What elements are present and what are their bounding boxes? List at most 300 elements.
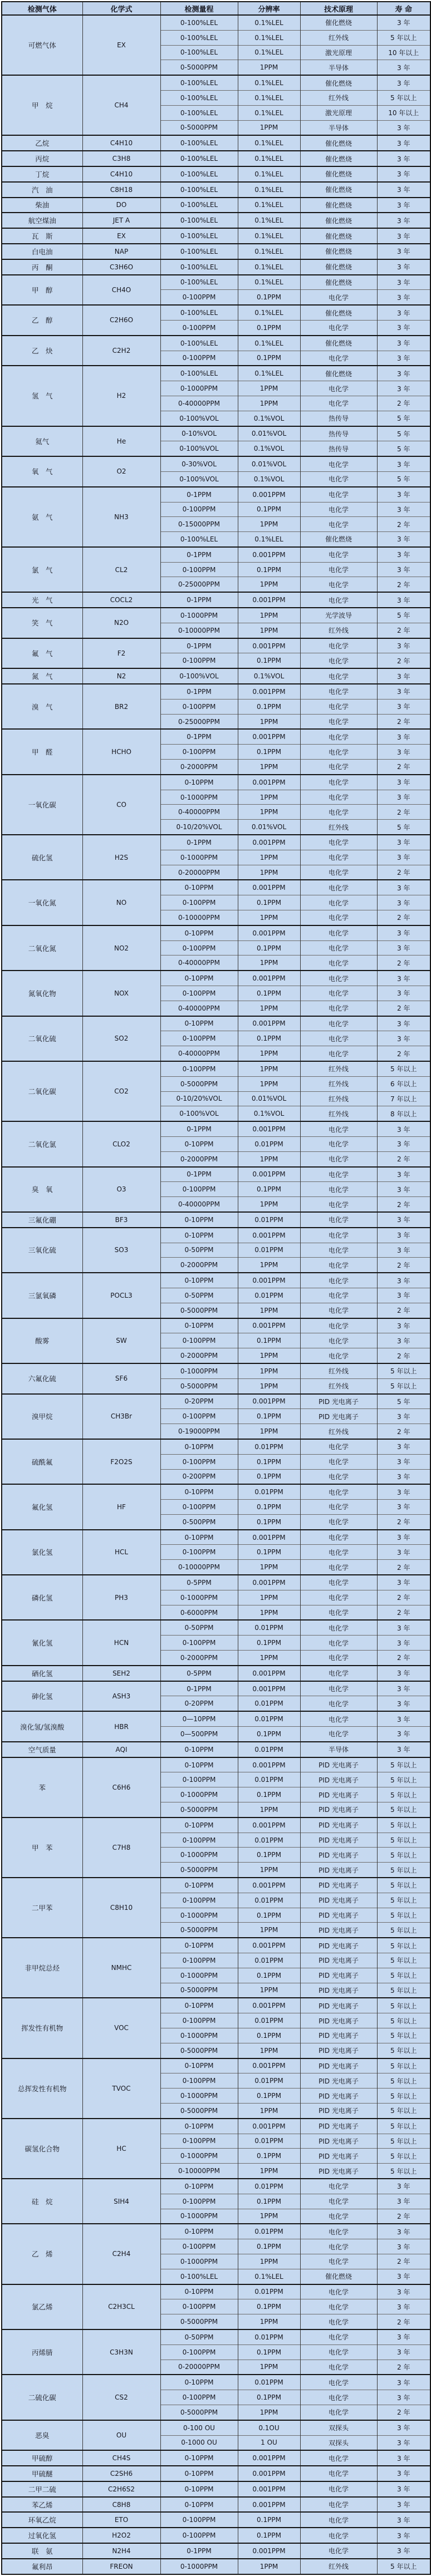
formula-cell: HCL	[82, 1530, 160, 1575]
lifespan-cell: 5 年以上	[377, 1878, 430, 1893]
gas-name-cell: 氟 气	[2, 638, 82, 669]
lifespan-cell: 3 年	[377, 2299, 430, 2314]
range-cell: 0-1PPM	[160, 1167, 238, 1182]
lifespan-cell: 5 年以上	[377, 2164, 430, 2179]
gas-name-cell: 氯 气	[2, 547, 82, 592]
range-cell: 0-100PPM	[160, 1031, 238, 1046]
resolution-cell: 0.01PPM	[238, 1620, 300, 1635]
formula-cell: FREON	[82, 2559, 160, 2574]
principle-cell: 电化学	[300, 1575, 377, 1590]
principle-cell: 电化学	[300, 2209, 377, 2224]
lifespan-cell: 2 年	[377, 1424, 430, 1439]
lifespan-cell: 5 年以上	[377, 1833, 430, 1848]
table-row	[2, 151, 430, 166]
gas-name-cell: 磷化氢	[2, 1575, 82, 1620]
resolution-cell: 0.01PPM	[238, 1893, 300, 1908]
range-cell: 0-1PPM	[160, 592, 238, 608]
range-cell: 0-1PPM	[160, 729, 238, 744]
gas-name-cell: 丙烷	[2, 151, 82, 166]
table-row	[2, 971, 430, 986]
formula-cell: HCN	[82, 1620, 160, 1665]
resolution-cell: 0.01PPM	[238, 1696, 300, 1711]
principle-cell: 红外线	[300, 1091, 377, 1106]
lifespan-cell: 5 年	[377, 471, 430, 486]
range-cell: 0—10PPM	[160, 1711, 238, 1726]
principle-cell: 红外线	[300, 1076, 377, 1091]
lifespan-cell: 5 年以上	[377, 1363, 430, 1378]
gas-name-cell: 笑 气	[2, 608, 82, 638]
principle-cell: 电化学	[300, 986, 377, 1001]
principle-cell: 电化学	[300, 2405, 377, 2420]
lifespan-cell: 8 年以上	[377, 1106, 430, 1121]
lifespan-cell: 3 年	[377, 182, 430, 198]
gas-name-cell: 溴 气	[2, 684, 82, 729]
principle-cell: 电化学	[300, 517, 377, 532]
resolution-cell: 1PPM	[238, 790, 300, 805]
range-cell: 0-100PPM	[160, 1636, 238, 1651]
lifespan-cell: 3 年	[377, 925, 430, 940]
principle-cell: 催化燃烧	[300, 15, 377, 30]
range-cell: 0-1000PPM	[160, 790, 238, 805]
resolution-cell: 0.1%LEL	[238, 166, 300, 182]
lifespan-cell: 2 年	[377, 1258, 430, 1273]
range-cell: 0-1000 OU	[160, 2435, 238, 2450]
resolution-cell: 0.1%LEL	[238, 45, 300, 60]
principle-cell: 电化学	[300, 653, 377, 668]
principle-cell: 催化燃烧	[300, 305, 377, 320]
principle-cell: 电化学	[300, 1636, 377, 1651]
gas-name-cell: 挥发性有机物	[2, 1998, 82, 2058]
table-row	[2, 2179, 430, 2194]
range-cell: 0-100PPM	[160, 653, 238, 668]
gas-name-cell: 丙 酮	[2, 259, 82, 275]
table-row	[2, 135, 430, 151]
table-row	[2, 1666, 430, 1681]
lifespan-cell: 3 年	[377, 502, 430, 517]
principle-cell: 电化学	[300, 684, 377, 699]
formula-cell: H2O2	[82, 2528, 160, 2543]
range-cell: 0-100 OU	[160, 2420, 238, 2435]
resolution-cell: 0.001PPM	[238, 2481, 300, 2497]
formula-cell: O3	[82, 1167, 160, 1212]
lifespan-cell: 2 年	[377, 2405, 430, 2420]
formula-cell: DO	[82, 198, 160, 213]
lifespan-cell: 3 年	[377, 532, 430, 547]
principle-cell: 电化学	[300, 396, 377, 411]
formula-cell: AQI	[82, 1742, 160, 1757]
range-cell: 0-10PPM	[160, 1878, 238, 1893]
lifespan-cell: 3 年	[377, 1727, 430, 1742]
principle-cell: 电化学	[300, 456, 377, 471]
range-cell: 0-100PPM	[160, 2239, 238, 2254]
formula-cell: C7H8	[82, 1818, 160, 1878]
range-cell: 0-1000PPM	[160, 381, 238, 396]
range-cell: 0-1PPM	[160, 2543, 238, 2559]
resolution-cell: 1PPM	[238, 1151, 300, 1166]
range-cell: 0-10PPM	[160, 1439, 238, 1454]
table-body	[2, 15, 430, 2574]
principle-cell: 催化燃烧	[300, 151, 377, 166]
resolution-cell: 0.001PPM	[238, 925, 300, 940]
resolution-cell: 1PPM	[238, 577, 300, 592]
resolution-cell: 0.001PPM	[238, 971, 300, 986]
table-row	[2, 1121, 430, 1136]
resolution-cell: 1PPM	[238, 910, 300, 925]
lifespan-cell: 5 年以上	[377, 1893, 430, 1908]
principle-cell: 红外线	[300, 1424, 377, 1439]
resolution-cell: 0.1PPM	[238, 1848, 300, 1863]
gas-name-cell: 氢 气	[2, 366, 82, 426]
lifespan-cell: 5 年以上	[377, 1908, 430, 1923]
principle-cell: 催化燃烧	[300, 198, 377, 213]
resolution-cell: 0.1PPM	[238, 1409, 300, 1424]
resolution-cell: 0.1%LEL	[238, 305, 300, 320]
resolution-cell: 0.1%VOL	[238, 668, 300, 684]
range-cell: 0-100PPM	[160, 2194, 238, 2209]
lifespan-cell: 2 年	[377, 1197, 430, 1212]
lifespan-cell: 3 年	[377, 213, 430, 228]
range-cell: 0-100%VOL	[160, 411, 238, 426]
gas-name-cell: 柴油	[2, 198, 82, 213]
table-row	[2, 1620, 430, 1635]
lifespan-cell: 5 年以上	[377, 2103, 430, 2118]
resolution-cell: 0.1PPM	[238, 2299, 300, 2314]
lifespan-cell: 3 年	[377, 699, 430, 714]
lifespan-cell: 3 年	[377, 880, 430, 895]
gas-detection-table	[1, 1, 431, 2575]
principle-cell: 电化学	[300, 1696, 377, 1711]
range-cell: 0-5000PPM	[160, 2314, 238, 2329]
principle-cell: PID 光电离子	[300, 1863, 377, 1878]
principle-cell: 电化学	[300, 1651, 377, 1666]
range-cell: 0-40000PPM	[160, 1197, 238, 1212]
principle-cell: PID 光电离子	[300, 2013, 377, 2028]
resolution-cell: 0.01PPM	[238, 1742, 300, 1757]
resolution-cell: 0.1PPM	[238, 1454, 300, 1469]
gas-name-cell: 氯化氢	[2, 1530, 82, 1575]
resolution-cell: 1PPM	[238, 396, 300, 411]
table-row	[2, 1530, 430, 1545]
lifespan-cell: 2 年	[377, 714, 430, 729]
resolution-cell: 0.001PPM	[238, 2119, 300, 2134]
resolution-cell: 0.1PPM	[238, 351, 300, 366]
table-row	[2, 1318, 430, 1333]
lifespan-cell: 2 年	[377, 1605, 430, 1620]
principle-cell: 电化学	[300, 2284, 377, 2299]
range-cell: 0-19000PPM	[160, 1424, 238, 1439]
resolution-cell: 0.001PPM	[238, 1273, 300, 1288]
principle-cell: 电化学	[300, 1681, 377, 1696]
lifespan-cell: 3 年	[377, 562, 430, 577]
formula-cell: BR2	[82, 684, 160, 729]
resolution-cell: 0.1%LEL	[238, 532, 300, 547]
range-cell: 0-6000PPM	[160, 1605, 238, 1620]
principle-cell: 电化学	[300, 1258, 377, 1273]
range-cell: 0-100%LEL	[160, 166, 238, 182]
resolution-cell: 1PPM	[238, 1348, 300, 1363]
principle-cell: 电化学	[300, 562, 377, 577]
table-row	[2, 2543, 430, 2559]
lifespan-cell: 3 年	[377, 2497, 430, 2513]
range-cell: 0-100%LEL	[160, 135, 238, 151]
lifespan-cell: 2 年	[377, 396, 430, 411]
table-row	[2, 166, 430, 182]
range-cell: 0-100%LEL	[160, 105, 238, 120]
resolution-cell: 1PPM	[238, 2360, 300, 2375]
principle-cell: PID 光电离子	[300, 2073, 377, 2089]
principle-cell: 催化燃烧	[300, 213, 377, 228]
resolution-cell: 0.1%LEL	[238, 336, 300, 351]
principle-cell: PID 光电离子	[300, 1983, 377, 1998]
principle-cell: 红外线	[300, 1061, 377, 1076]
principle-cell: 电化学	[300, 2450, 377, 2466]
gas-name-cell: 氦气	[2, 426, 82, 457]
resolution-cell: 0.001PPM	[238, 1228, 300, 1243]
resolution-cell: 0.1OU	[238, 2420, 300, 2435]
principle-cell: 电化学	[300, 1727, 377, 1742]
gas-name-cell: 光 气	[2, 592, 82, 608]
gas-name-cell: 苯乙烯	[2, 2497, 82, 2513]
range-cell: 0-100%LEL	[160, 213, 238, 228]
resolution-cell: 0.1%LEL	[238, 213, 300, 228]
range-cell: 0-5000PPM	[160, 1303, 238, 1318]
range-cell: 0-100%VOL	[160, 471, 238, 486]
range-cell: 0-100PPM	[160, 2528, 238, 2543]
range-cell: 0-10PPM	[160, 1212, 238, 1228]
lifespan-cell: 3 年	[377, 1016, 430, 1031]
lifespan-cell: 3 年	[377, 2194, 430, 2209]
resolution-cell: 0.001PPM	[238, 1167, 300, 1182]
principle-cell: 电化学	[300, 1439, 377, 1454]
table-row	[2, 638, 430, 653]
table-row	[2, 775, 430, 790]
resolution-cell: 0.1PPM	[238, 1031, 300, 1046]
range-cell: 0-100PPM	[160, 1953, 238, 1968]
range-cell: 0-100%LEL	[160, 90, 238, 105]
principle-cell: 热传导	[300, 426, 377, 441]
range-cell: 0-100PPM	[160, 2390, 238, 2405]
table-row	[2, 275, 430, 290]
principle-cell: 电化学	[300, 351, 377, 366]
range-cell: 0-40000PPM	[160, 805, 238, 820]
formula-cell: H2	[82, 366, 160, 426]
principle-cell: 电化学	[300, 2299, 377, 2314]
lifespan-cell: 2 年	[377, 1514, 430, 1529]
gas-name-cell: 过氧化氢	[2, 2528, 82, 2543]
table-row	[2, 1818, 430, 1833]
principle-cell: 电化学	[300, 471, 377, 486]
lifespan-cell: 5 年以上	[377, 90, 430, 105]
resolution-cell: 1PPM	[238, 1651, 300, 1666]
resolution-cell: 0.1%LEL	[238, 135, 300, 151]
resolution-cell: 0.01%VOL	[238, 1091, 300, 1106]
principle-cell: 电化学	[300, 940, 377, 955]
principle-cell: 电化学	[300, 2528, 377, 2543]
table-row	[2, 2119, 430, 2134]
gas-name-cell: 汽 油	[2, 182, 82, 198]
principle-cell: PID 光电离子	[300, 1409, 377, 1424]
range-cell: 0-100PPM	[160, 502, 238, 517]
principle-cell: PID 光电离子	[300, 1772, 377, 1787]
range-cell: 0-500PPM	[160, 1514, 238, 1529]
range-cell: 0-1000PPM	[160, 2254, 238, 2269]
table-row	[2, 213, 430, 228]
principle-cell: 电化学	[300, 2224, 377, 2239]
principle-cell: PID 光电离子	[300, 1833, 377, 1848]
table-row	[2, 336, 430, 351]
resolution-cell: 0.1PPM	[238, 653, 300, 668]
range-cell: 0-1000PPM	[160, 1848, 238, 1863]
resolution-cell: 0.1PPM	[238, 2239, 300, 2254]
range-cell: 0-5000PPM	[160, 1983, 238, 1998]
principle-cell: 电化学	[300, 775, 377, 790]
gas-name-cell: 硒化氢	[2, 1666, 82, 1681]
lifespan-cell: 5 年以上	[377, 2058, 430, 2073]
lifespan-cell: 3 年	[377, 15, 430, 30]
range-cell: 0-10PPM	[160, 2224, 238, 2239]
resolution-cell: 1PPM	[238, 60, 300, 75]
range-cell: 0-100PPM	[160, 940, 238, 955]
table-row	[2, 2284, 430, 2299]
resolution-cell: 1PPM	[238, 2164, 300, 2179]
formula-cell: HF	[82, 1484, 160, 1529]
lifespan-cell: 3 年	[377, 487, 430, 502]
principle-cell: 电化学	[300, 1197, 377, 1212]
lifespan-cell: 5 年以上	[377, 2134, 430, 2149]
resolution-cell: 0.01PPM	[238, 2073, 300, 2089]
formula-cell: C2H2	[82, 336, 160, 366]
lifespan-cell: 3 年	[377, 1136, 430, 1151]
range-cell: 0-20PPM	[160, 1394, 238, 1409]
principle-cell: PID 光电离子	[300, 1848, 377, 1863]
resolution-cell: 1PPM	[238, 1378, 300, 1393]
principle-cell: 红外线	[300, 1106, 377, 1121]
resolution-cell: 0.001PPM	[238, 880, 300, 895]
resolution-cell: 0.01PPM	[238, 1833, 300, 1848]
resolution-cell: 0.01PPM	[238, 1439, 300, 1454]
formula-cell: C8H8	[82, 2497, 160, 2513]
resolution-cell: 0.001PPM	[238, 1666, 300, 1681]
lifespan-cell: 5 年以上	[377, 2119, 430, 2134]
table-row	[2, 1742, 430, 1757]
range-cell: 0-10PPM	[160, 1530, 238, 1545]
principle-cell: 热传导	[300, 441, 377, 456]
resolution-cell: 0.001PPM	[238, 1121, 300, 1136]
lifespan-cell: 3 年	[377, 2543, 430, 2559]
formula-cell: He	[82, 426, 160, 457]
range-cell: 0-10PPM	[160, 971, 238, 986]
range-cell: 0-10000PPM	[160, 623, 238, 638]
table-row	[2, 1878, 430, 1893]
lifespan-cell: 2 年	[377, 2314, 430, 2329]
gas-name-cell: 二氧化氮	[2, 925, 82, 971]
range-cell: 0-5000PPM	[160, 2103, 238, 2118]
lifespan-cell: 3 年	[377, 1228, 430, 1243]
principle-cell: 电化学	[300, 1016, 377, 1031]
resolution-cell: 0.1PPM	[238, 940, 300, 955]
table-row	[2, 487, 430, 502]
lifespan-cell: 3 年	[377, 305, 430, 320]
principle-cell: 催化燃烧	[300, 135, 377, 151]
range-cell: 0-5000PPM	[160, 2405, 238, 2420]
principle-cell: 电化学	[300, 1530, 377, 1545]
formula-cell: NH3	[82, 487, 160, 547]
resolution-cell: 0.01PPM	[238, 1772, 300, 1787]
lifespan-cell: 3 年	[377, 151, 430, 166]
formula-cell: C2H6O	[82, 305, 160, 336]
resolution-cell: 0.1PPM	[238, 2390, 300, 2405]
principle-cell: PID 光电离子	[300, 2149, 377, 2164]
lifespan-cell: 3 年	[377, 1167, 430, 1182]
lifespan-cell: 5 年以上	[377, 1953, 430, 1968]
table-row	[2, 1273, 430, 1288]
table-row	[2, 2420, 430, 2435]
principle-cell: 红外线	[300, 90, 377, 105]
gas-name-cell: 可燃气体	[2, 15, 82, 75]
resolution-cell: 0.1PPM	[238, 1514, 300, 1529]
resolution-cell: 1PPM	[238, 1061, 300, 1076]
resolution-cell: 0.001PPM	[238, 2450, 300, 2466]
principle-cell: 双探头	[300, 2435, 377, 2450]
principle-cell: 电化学	[300, 745, 377, 760]
lifespan-cell: 3 年	[377, 940, 430, 955]
resolution-cell: 0.001PPM	[238, 1681, 300, 1696]
gas-name-cell: 乙 醇	[2, 305, 82, 336]
resolution-cell: 1PPM	[238, 1258, 300, 1273]
lifespan-cell: 2 年	[377, 1348, 430, 1363]
resolution-cell: 1PPM	[238, 2314, 300, 2329]
range-cell: 0-20000PPM	[160, 865, 238, 880]
range-cell: 0-10/20%VOL	[160, 820, 238, 835]
gas-name-cell: 瓦 斯	[2, 228, 82, 244]
table-row	[2, 2497, 430, 2513]
range-cell: 0-100PPM	[160, 2013, 238, 2028]
lifespan-cell: 5 年	[377, 441, 430, 456]
principle-cell: 催化燃烧	[300, 244, 377, 259]
lifespan-cell: 3 年	[377, 2375, 430, 2390]
lifespan-cell: 3 年	[377, 1439, 430, 1454]
lifespan-cell: 3 年	[377, 684, 430, 699]
lifespan-cell: 2 年	[377, 1001, 430, 1016]
range-cell: 0-100%LEL	[160, 15, 238, 30]
resolution-cell: 0.1PPM	[238, 1469, 300, 1484]
lifespan-cell: 3 年	[377, 1484, 430, 1499]
range-cell: 0-2000PPM	[160, 1348, 238, 1363]
resolution-cell: 1PPM	[238, 1560, 300, 1575]
range-cell: 0-10PPM	[160, 925, 238, 940]
lifespan-cell: 3 年	[377, 745, 430, 760]
header-row	[2, 2, 430, 15]
principle-cell: PID 光电离子	[300, 1802, 377, 1818]
formula-cell: CL2	[82, 547, 160, 592]
principle-cell: 激光原理	[300, 105, 377, 120]
resolution-cell: 1 OU	[238, 2435, 300, 2450]
resolution-cell: 0.001PPM	[238, 1575, 300, 1590]
range-cell: 0-100PPM	[160, 562, 238, 577]
lifespan-cell: 3 年	[377, 120, 430, 135]
lifespan-cell: 5 年以上	[377, 1863, 430, 1878]
formula-cell: NO	[82, 880, 160, 925]
lifespan-cell: 5 年以上	[377, 1923, 430, 1938]
range-cell: 0-10000PPM	[160, 1560, 238, 1575]
lifespan-cell: 3 年	[377, 2450, 430, 2466]
table-row	[2, 244, 430, 259]
table-row	[2, 880, 430, 895]
range-cell: 0-100%LEL	[160, 151, 238, 166]
principle-cell: PID 光电离子	[300, 2164, 377, 2179]
formula-cell: NOX	[82, 971, 160, 1016]
range-cell: 0-40000PPM	[160, 396, 238, 411]
